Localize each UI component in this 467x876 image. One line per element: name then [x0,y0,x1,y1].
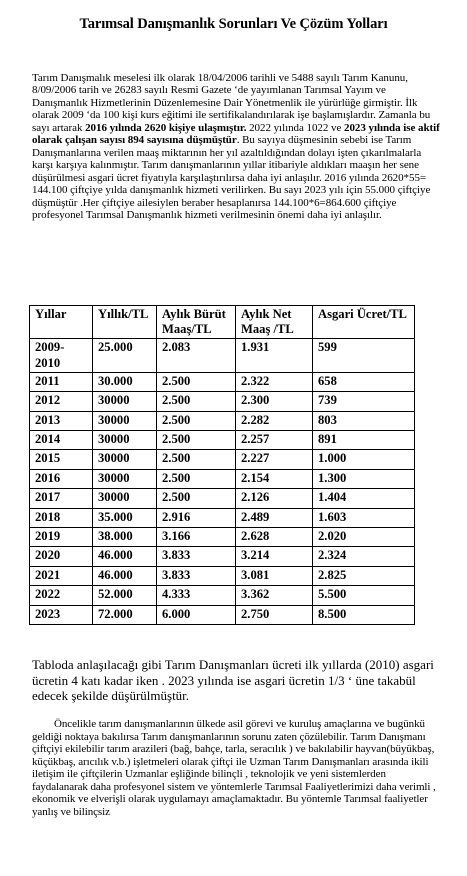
salary-table [29,305,415,625]
table-cell: 2.500 [157,392,236,411]
table-cell: 2.500 [157,489,236,508]
table-cell: 2.322 [236,372,313,391]
table-cell: 46.000 [93,547,157,566]
table-cell: 2.324 [313,547,415,566]
table-row [30,527,415,546]
intro-bold-2016: 2016 yılında 2620 kişiye ulaşmıştır. [85,121,247,134]
table-cell: 2.282 [236,411,313,430]
table-row [30,566,415,585]
table-cell: 891 [313,430,415,449]
table-cell: 30000 [93,450,157,469]
table-row [30,450,415,469]
table-row [30,411,415,430]
table-cell: 2.628 [236,527,313,546]
table-cell: 25.000 [93,339,157,372]
intro-bold-2023: 2023 yılında ise aktif olarak çalışan sayısı 894 sayısına düşmüştür [32,121,440,147]
table-cell: 2009-2010 [30,339,93,372]
paragraph-2 [32,718,444,818]
table-cell: 2011 [30,372,93,391]
header-monthly-net: Aylık Net Maaş /TL [236,306,313,339]
table-cell: 2.300 [236,392,313,411]
table-cell: 2.126 [236,489,313,508]
paragraph-2-text: Öncelikle tarım danışmanlarının ülkede asil görevi ve kuruluş amaçlarına ve bugünkü geldiği noktaya bakılırsa Tarım danışmanlarının sorunu zaten çözülebilir. Tarım Danışmanı çiftçiyi ekilebilir tarım arazileri (bağ, bahçe, tarla, seracılık ) ve bakılabilir hayvan(büyükbaş, küçükbaş, arıcılık v.b.) işletmeleri olarak çiftçi ile Uzman Tarım Danışmanları arasında ikili iletişim ile çiftçilerin Uzmanlar eşliğinde bilinçli , teknolojik ve yeni sistemlerden faydalanarak daha profesyonel sistem ve yöntemlerle Tarımsal Faaliyetlerimizi daha verimli , ekonomik ve elverişli olarak uygulamayı amaçlamaktadır. Bu yöntemle Tarımsal faaliyetler yanlış ve bilinçsiz [32,718,436,818]
table-cell: 2.154 [236,469,313,488]
document-title: Tarımsal Danışmanlık Sorunları Ve Çözüm Yolları [79,16,388,32]
table-cell: 2014 [30,430,93,449]
intro-text-2: 2022 yılında 1022 ve [246,121,344,134]
table-cell: 1.931 [236,339,313,372]
table-cell: 30.000 [93,372,157,391]
intro-text-1: Tarım Danışmalık meselesi ilk olarak 18/04/2006 tarihli ve 5488 sayılı Tarım Kanunu, 8/09/2006 tarih ve 26283 sayılı Resmi Gazete ‘de yayımlanan Tarımsal Yayım ve Danışmanlık Hizmetlerinin Düzenlemesine Dair Yönetmenlik ile yürürlüğe girmiştir. İlk olarak 2009 ‘da 100 kişi kurs eğitimi ile sertifikalandırılarak işe başlamışlardır. Zamanla bu sayı artarak [32,72,431,134]
table-cell: 4.333 [157,586,236,605]
table-cell: 2020 [30,547,93,566]
table-cell: 30000 [93,411,157,430]
table-row [30,469,415,488]
table-row [30,489,415,508]
header-monthly-gross: Aylık Bürüt Maaş/TL [157,306,236,339]
table-cell: 3.362 [236,586,313,605]
table-cell: 1.603 [313,508,415,527]
table-cell: 1.300 [313,469,415,488]
table-row [30,430,415,449]
table-cell: 739 [313,392,415,411]
table-cell: 2.500 [157,411,236,430]
table-conclusion: Tabloda anlaşılacağı gibi Tarım Danışmanları ücreti ilk yıllarda (2010) asgari ücretin 4 katı kadar iken . 2023 yılında ise asgari ücretin 1/3 ‘ üne takabül edecek şekilde düşürülmüştür. [32,657,434,704]
table-cell: 2.227 [236,450,313,469]
table-cell: 2.916 [157,508,236,527]
header-years: Yıllar [30,306,93,339]
table-cell: 2016 [30,469,93,488]
table-cell: 2015 [30,450,93,469]
table-cell: 72.000 [93,605,157,624]
table-cell: 2023 [30,605,93,624]
table-row [30,586,415,605]
table-cell: 2.750 [236,605,313,624]
table-cell: 2021 [30,566,93,585]
table-cell: 2019 [30,527,93,546]
table-cell: 2022 [30,586,93,605]
table-cell: 3.833 [157,547,236,566]
table-cell: 2.500 [157,430,236,449]
table-cell: 2013 [30,411,93,430]
table-cell: 30000 [93,489,157,508]
table-cell: 1.000 [313,450,415,469]
table-row [30,339,415,372]
table-row [30,605,415,624]
intro-text-3: . Bu sayıya düşmesinin sebebi ise Tarım Danışmanlarına verilen maaş miktarının her yıl azaltıldığından dolayı işten çıkarılmalarla karşı karşıya kalınmıştır. Tarım danışmanlarının yıllar itibariyle aldıkları maaşın her sene düşürülmesi asgari ücret fiyatıyla karşılaştırılırsa daha iyi anlaşılır. 2016 yılında 2620*55= 144.100 çiftçiye yılda danışmanlık hizmeti verilirken. Bu sayı 2023 yılı için 55.000 çiftçiye düşmüştür .Her çiftçiye ailesiylen beraber hesaplanırsa 144.100*6=864.600 çiftçiye profesyonel Tarımsal Danışmanlık hizmeti verilmesinin önemi daha iyi anlaşılır. [32,134,431,221]
table-cell: 2018 [30,508,93,527]
table-cell: 30000 [93,392,157,411]
table-cell: 2.500 [157,372,236,391]
table-cell: 658 [313,372,415,391]
table-cell: 2.489 [236,508,313,527]
header-yearly: Yıllık/TL [93,306,157,339]
header-minimum-wage: Asgari Ücret/TL [313,306,415,339]
table-cell: 38.000 [93,527,157,546]
table-cell: 2012 [30,392,93,411]
table-cell: 2.825 [313,566,415,585]
table-row [30,372,415,391]
table-cell: 8.500 [313,605,415,624]
table-header-row [30,306,415,339]
table-cell: 2.083 [157,339,236,372]
intro-paragraph [32,72,442,221]
table-row [30,508,415,527]
table-cell: 2017 [30,489,93,508]
table-cell: 3.166 [157,527,236,546]
table-cell: 3.214 [236,547,313,566]
table-cell: 3.081 [236,566,313,585]
table-cell: 2.500 [157,450,236,469]
table-cell: 1.404 [313,489,415,508]
table-cell: 35.000 [93,508,157,527]
table-cell: 6.000 [157,605,236,624]
table-cell: 2.500 [157,469,236,488]
table-cell: 2.257 [236,430,313,449]
table-cell: 30000 [93,469,157,488]
table-cell: 599 [313,339,415,372]
table-cell: 46.000 [93,566,157,585]
table-cell: 3.833 [157,566,236,585]
table-cell: 52.000 [93,586,157,605]
table-cell: 803 [313,411,415,430]
table-cell: 30000 [93,430,157,449]
table-cell: 5.500 [313,586,415,605]
table-row [30,547,415,566]
table-row [30,392,415,411]
table-cell: 2.020 [313,527,415,546]
